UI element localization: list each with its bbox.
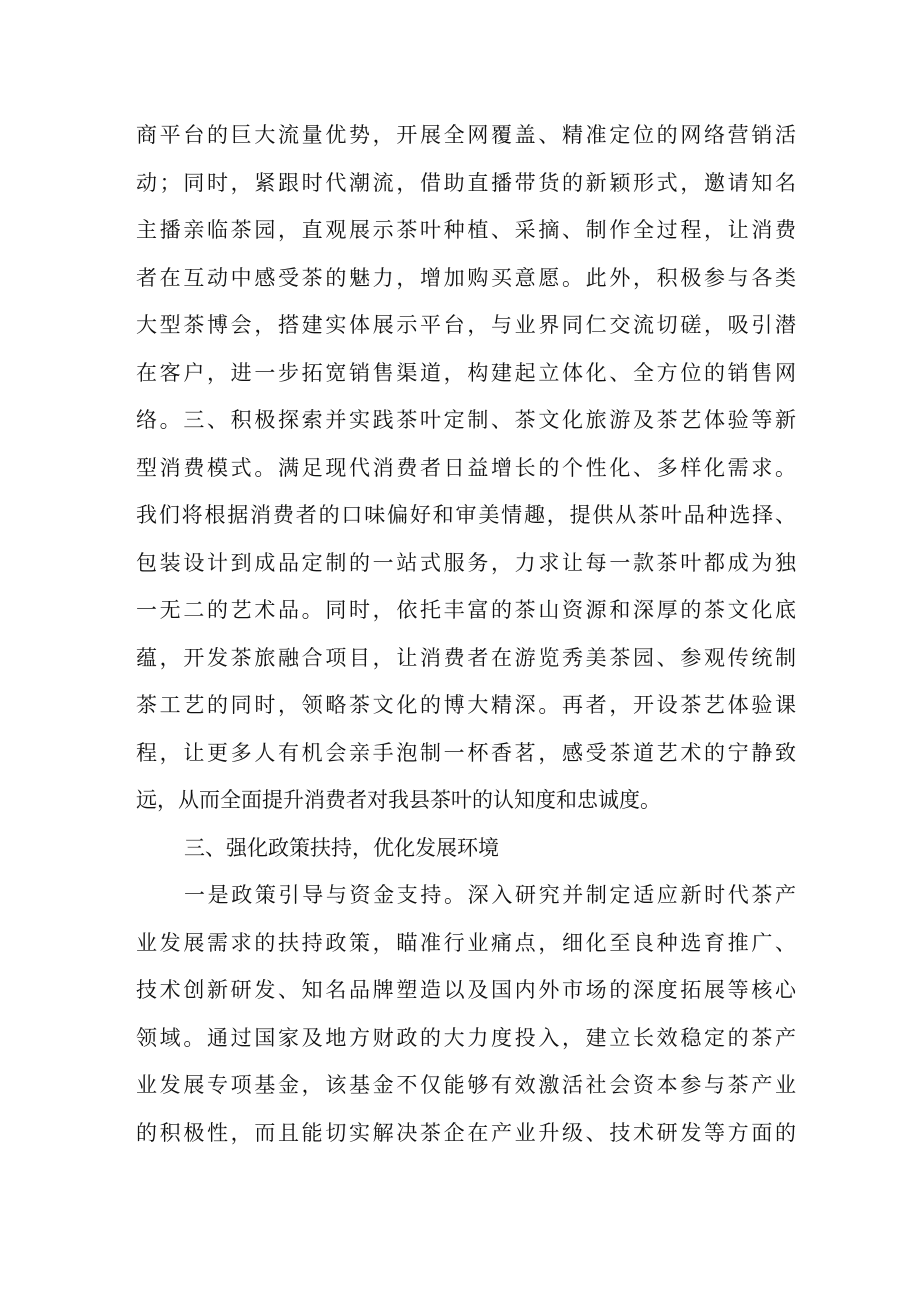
body-text-line: 动；同时，紧跟时代潮流，借助直播带货的新颖形式，邀请知名 <box>136 171 796 195</box>
body-text-line: 一无二的艺术品。同时，依托丰富的茶山资源和深厚的茶文化底 <box>136 598 796 622</box>
body-text-line: 我们将根据消费者的口味偏好和审美情趣，提供从茶叶品种选择、 <box>136 503 796 527</box>
body-text-line: 蕴，开发茶旅融合项目，让消费者在游览秀美茶园、参观传统制 <box>136 646 796 670</box>
body-text-line: 型消费模式。满足现代消费者日益增长的个性化、多样化需求。 <box>136 456 796 480</box>
body-text-line: 的积极性，而且能切实解决茶企在产业升级、技术研发等方面的 <box>136 1121 796 1145</box>
body-text-line: 茶工艺的同时，领略茶文化的博大精深。再者，开设茶艺体验课 <box>136 693 796 717</box>
body-text-line: 在客户，进一步拓宽销售渠道，构建起立体化、全方位的销售网 <box>136 361 796 385</box>
body-text-line: 业发展专项基金，该基金不仅能够有效激活社会资本参与茶产业 <box>136 1073 796 1097</box>
body-text-line: 技术创新研发、知名品牌塑造以及国内外市场的深度拓展等核心 <box>136 978 796 1002</box>
body-text-line: 大型茶博会，搭建实体展示平台，与业界同仁交流切磋，吸引潜 <box>136 313 796 337</box>
body-text-line: 领域。通过国家及地方财政的大力度投入，建立长效稳定的茶产 <box>136 1026 796 1050</box>
body-text-line: 主播亲临茶园，直观展示茶叶种植、采摘、制作全过程，让消费 <box>136 218 796 242</box>
body-text-line: 业发展需求的扶持政策，瞄准行业痛点，细化至良种选育推广、 <box>136 931 796 955</box>
body-text-line: 商平台的巨大流量优势，开展全网覆盖、精准定位的网络营销活 <box>136 123 796 147</box>
body-text-line: 程，让更多人有机会亲手泡制一杯香茗，感受茶道艺术的宁静致 <box>136 741 796 765</box>
body-text-line: 远，从而全面提升消费者对我县茶叶的认知度和忠诚度。 <box>136 788 661 812</box>
section-heading: 三、强化政策扶持，优化发展环境 <box>184 836 499 860</box>
body-text-line: 包装设计到成品定制的一站式服务，力求让每一款茶叶都成为独 <box>136 551 796 575</box>
paragraph-first-line: 一是政策引导与资金支持。深入研究并制定适应新时代茶产 <box>184 883 796 907</box>
body-text-line: 络。三、积极探索并实践茶叶定制、茶文化旅游及茶艺体验等新 <box>136 408 796 432</box>
body-text-line: 者在互动中感受茶的魅力，增加购买意愿。此外，积极参与各类 <box>136 266 796 290</box>
